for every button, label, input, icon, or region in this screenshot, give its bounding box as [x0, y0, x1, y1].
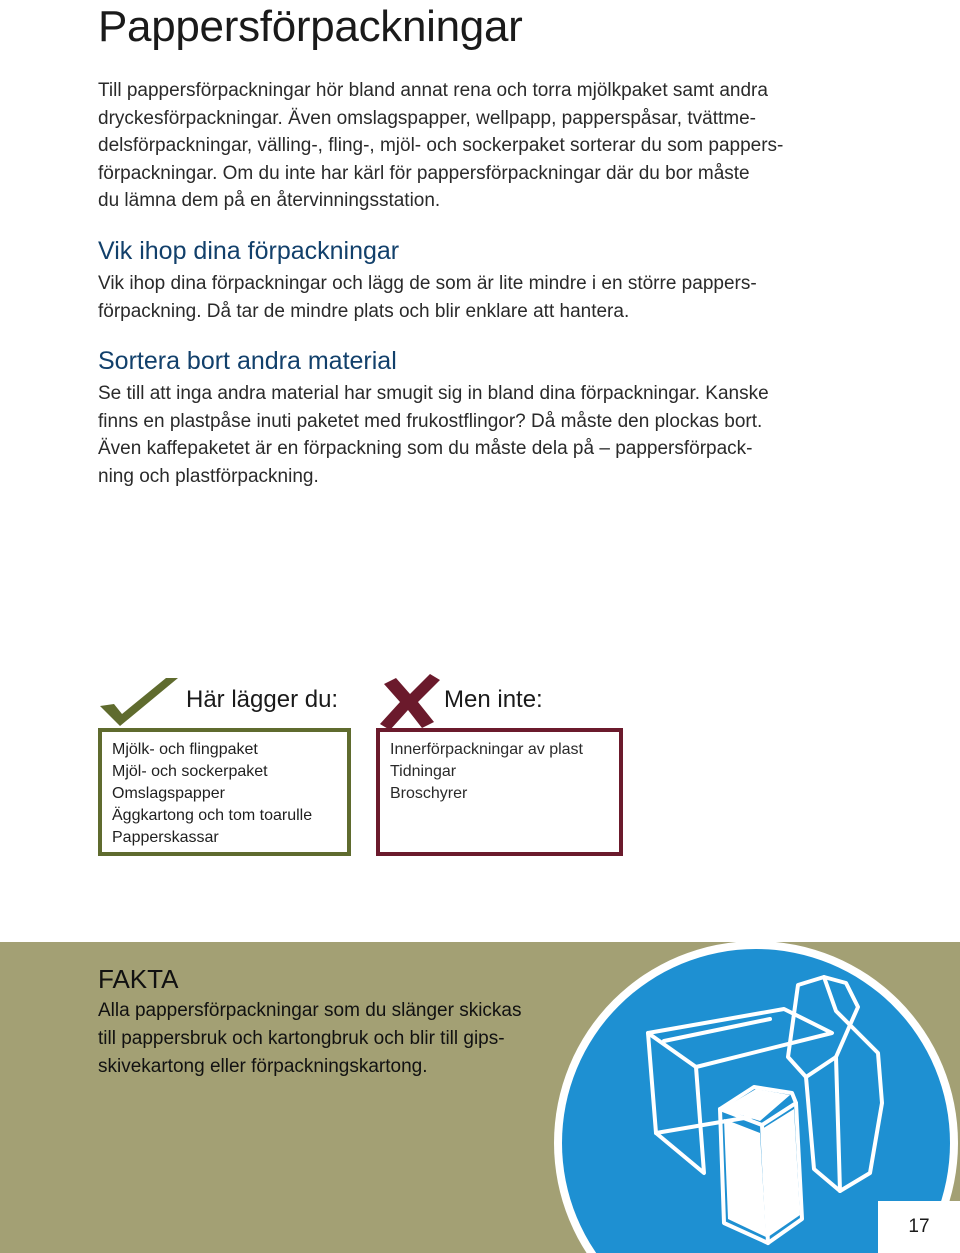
- cross-icon: [378, 672, 442, 730]
- fakta-text: Alla pappersförpackningar som du slänger skickas till pappersbruk och kartongbruk och blir till gips- skivekartong eller förpackningskartong.: [98, 1000, 522, 1077]
- fakta-title: FAKTA: [98, 964, 179, 994]
- list-item: Tidningar: [390, 763, 457, 780]
- checkmark-icon: [98, 676, 180, 726]
- section-text: Vik ihop dina förpackningar och lägg de som är lite mindre i en större pappers- förpackning. Då tar de mindre plats och blir enklare att hantera.: [98, 273, 757, 322]
- do-label: Här lägger du:: [186, 686, 339, 713]
- section-sort: [98, 346, 858, 490]
- section-fold: [98, 236, 858, 325]
- list-item: Innerförpackningar av plast: [390, 741, 583, 758]
- intro-paragraph: Till pappersförpackningar hör bland annat rena och torra mjölkpaket samt andra dryckesförpackningar. Även omslagspapper, wellpapp, papperspåsar, tvättme- delsförpackningar, välling-, fling-, mjöl- och sockerpaket sorterar du som pappers- förpackningar. Om du inte har kärl för pappersförpackningar där du bor måste du lämna dem på en återvinningsstation.: [98, 80, 784, 211]
- dont-label: Men inte:: [444, 686, 543, 713]
- list-item: Mjöl- och sockerpaket: [112, 763, 268, 780]
- section-text: Se till att inga andra material har smugit sig in bland dina förpackningar. Kanske finns en plastpåse inuti paketet med frukostflingor? Då måste den plockas bort. Även kaffepaketet är en förpackning som du måste dela på – pappersförpack- ning och plastförpackning.: [98, 383, 769, 487]
- page-title: Pappersförpackningar: [98, 2, 523, 51]
- section-heading: Vik ihop dina förpackningar: [98, 237, 400, 265]
- list-item: Mjölk- och flingpaket: [112, 741, 258, 758]
- dont-list-box: [376, 728, 623, 856]
- list-item: Broschyrer: [390, 785, 468, 802]
- list-item: Omslagspapper: [112, 785, 225, 802]
- list-item: Papperskassar: [112, 829, 219, 846]
- do-list-box: [98, 728, 351, 856]
- page-number: 17: [878, 1201, 960, 1253]
- section-heading: Sortera bort andra material: [98, 347, 397, 375]
- list-item: Äggkartong och tom toarulle: [112, 807, 313, 824]
